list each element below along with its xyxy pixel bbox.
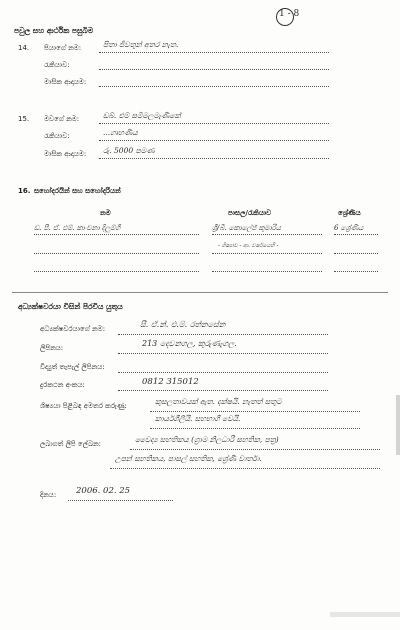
teacher-email-label: විද්‍යුත් තැපැල් ලිපිනය:: [40, 363, 105, 371]
sibling-2-grade-line: [334, 253, 378, 254]
teacher-phone-label: දුරකථන අංකය:: [40, 381, 85, 389]
mother-job-value: ...ගෘහණිය: [103, 128, 138, 137]
sibling-1-school: ශ්‍රී/බී. කොලේජ් කුමාරිය: [212, 224, 281, 232]
sibling-1-name-line: [34, 234, 199, 235]
siblings-title: සහෝදරයින් සහ සහෝදරියන්: [34, 187, 121, 195]
mother-income-label: මාසික ආදායම:: [44, 150, 87, 158]
teacher-extra-value-1: කුසලතාවයක් ඇත. දක්ෂයි. නැතත් සතුට: [155, 397, 282, 406]
teacher-name-line: [118, 334, 328, 335]
teacher-phone-value: 0812 315012: [142, 377, 199, 387]
scan-smudge-bottom: [330, 612, 400, 617]
teacher-reference-line-1: [130, 449, 380, 450]
scan-smudge-right: [396, 395, 400, 455]
mother-income-line: [99, 158, 329, 159]
teacher-reference-value-2: උපන් සහතිකය, පාසල් සහතික, ශ්‍රේණි වාර්තා.: [115, 454, 262, 463]
teacher-address-label: ලිපිනය:: [40, 344, 64, 352]
teacher-email-line: [118, 372, 328, 373]
mother-job-label: රැකියාව:: [44, 132, 70, 140]
siblings-header-name: නම: [100, 209, 111, 217]
sibling-1-name: ඩ. පී. ඒ. එම්. කාංචනා දිලුම්ගී: [34, 224, 121, 232]
mother-income-value: රු. 5000 පමණ: [103, 146, 155, 155]
family-section-title: පවුල සහ ආර්ථික පසුබිම: [14, 26, 94, 35]
sibling-1-grade-line: [334, 234, 378, 235]
teacher-section-title: අධ්‍යක්ෂවරයා විසින් පිරවිය යුතුය: [18, 302, 123, 311]
sibling-2-name-line: [34, 253, 199, 254]
siblings-number: 16.: [18, 187, 31, 195]
page-number: 1 - 8: [279, 9, 300, 19]
sibling-2-school-line: [212, 253, 322, 254]
mother-name-line: [99, 123, 329, 124]
father-number: 14.: [18, 44, 30, 52]
teacher-reference-value-1: වෛද්‍ය සහතිකය (ග්‍රාම නිලධාරී සහතික, පත්‍ර): [135, 435, 279, 444]
father-income-line: [99, 86, 329, 87]
teacher-extra-value-2: කාර්යශීලීයි. සහභාගී වෙයි.: [155, 414, 241, 423]
date-label: දිනය:: [40, 491, 57, 499]
father-income-label: මාසික ආදායම:: [44, 78, 87, 86]
siblings-header-grade: ශ්‍රේණිය: [338, 209, 361, 217]
sibling-1-grade: 6 ශ්‍රේණිය: [334, 224, 364, 232]
father-job-label: රැකියාව:: [44, 61, 70, 69]
teacher-name-label: අධ්‍යක්ෂවරයාගේ නම:: [40, 325, 106, 333]
siblings-header-school: පාසල/රැකියාව: [228, 209, 272, 217]
date-value: 2006. 02. 25: [76, 486, 131, 496]
mother-job-line: [99, 140, 329, 141]
mother-number: 15.: [18, 115, 30, 123]
teacher-extra-label: ශිෂ්‍යයා පිළිබඳ අමතර කරුණු:: [40, 402, 127, 410]
mother-name-label: මවගේ නම:: [44, 115, 80, 123]
teacher-reference-line-2: [110, 468, 380, 469]
teacher-name-value: සී. ඒ.න්. එ.ම්. රත්නසේන: [140, 320, 226, 329]
sibling-3-grade-line: [334, 271, 378, 272]
teacher-phone-line: [118, 390, 328, 391]
sibling-1-school-line: [212, 234, 322, 235]
father-name-label: පියාගේ නම:: [44, 44, 82, 52]
sibling-2-school: - ශිෂ්‍යාව - ආ. වර්ෂයෙහි -: [218, 243, 279, 249]
teacher-address-value: 213 දෙවනගල, කුරුණෑගල.: [142, 339, 237, 348]
father-name-line: [99, 52, 329, 53]
teacher-extra-line-2: [150, 428, 360, 429]
teacher-address-line: [118, 353, 328, 354]
sibling-3-school-line: [212, 271, 322, 272]
sibling-3-name-line: [34, 271, 199, 272]
section-divider: [12, 292, 388, 293]
father-name-value: පිතා ජීවතුන් අතර නැත.: [103, 40, 179, 49]
father-job-line: [99, 69, 329, 70]
teacher-reference-label: ලබාගත් ලිපි ලේඛන:: [40, 440, 102, 448]
date-line: [68, 500, 173, 501]
mother-name-value: ඩබ්. එම් සමිමලමැණිකේ: [103, 111, 181, 120]
teacher-extra-line-1: [150, 411, 360, 412]
